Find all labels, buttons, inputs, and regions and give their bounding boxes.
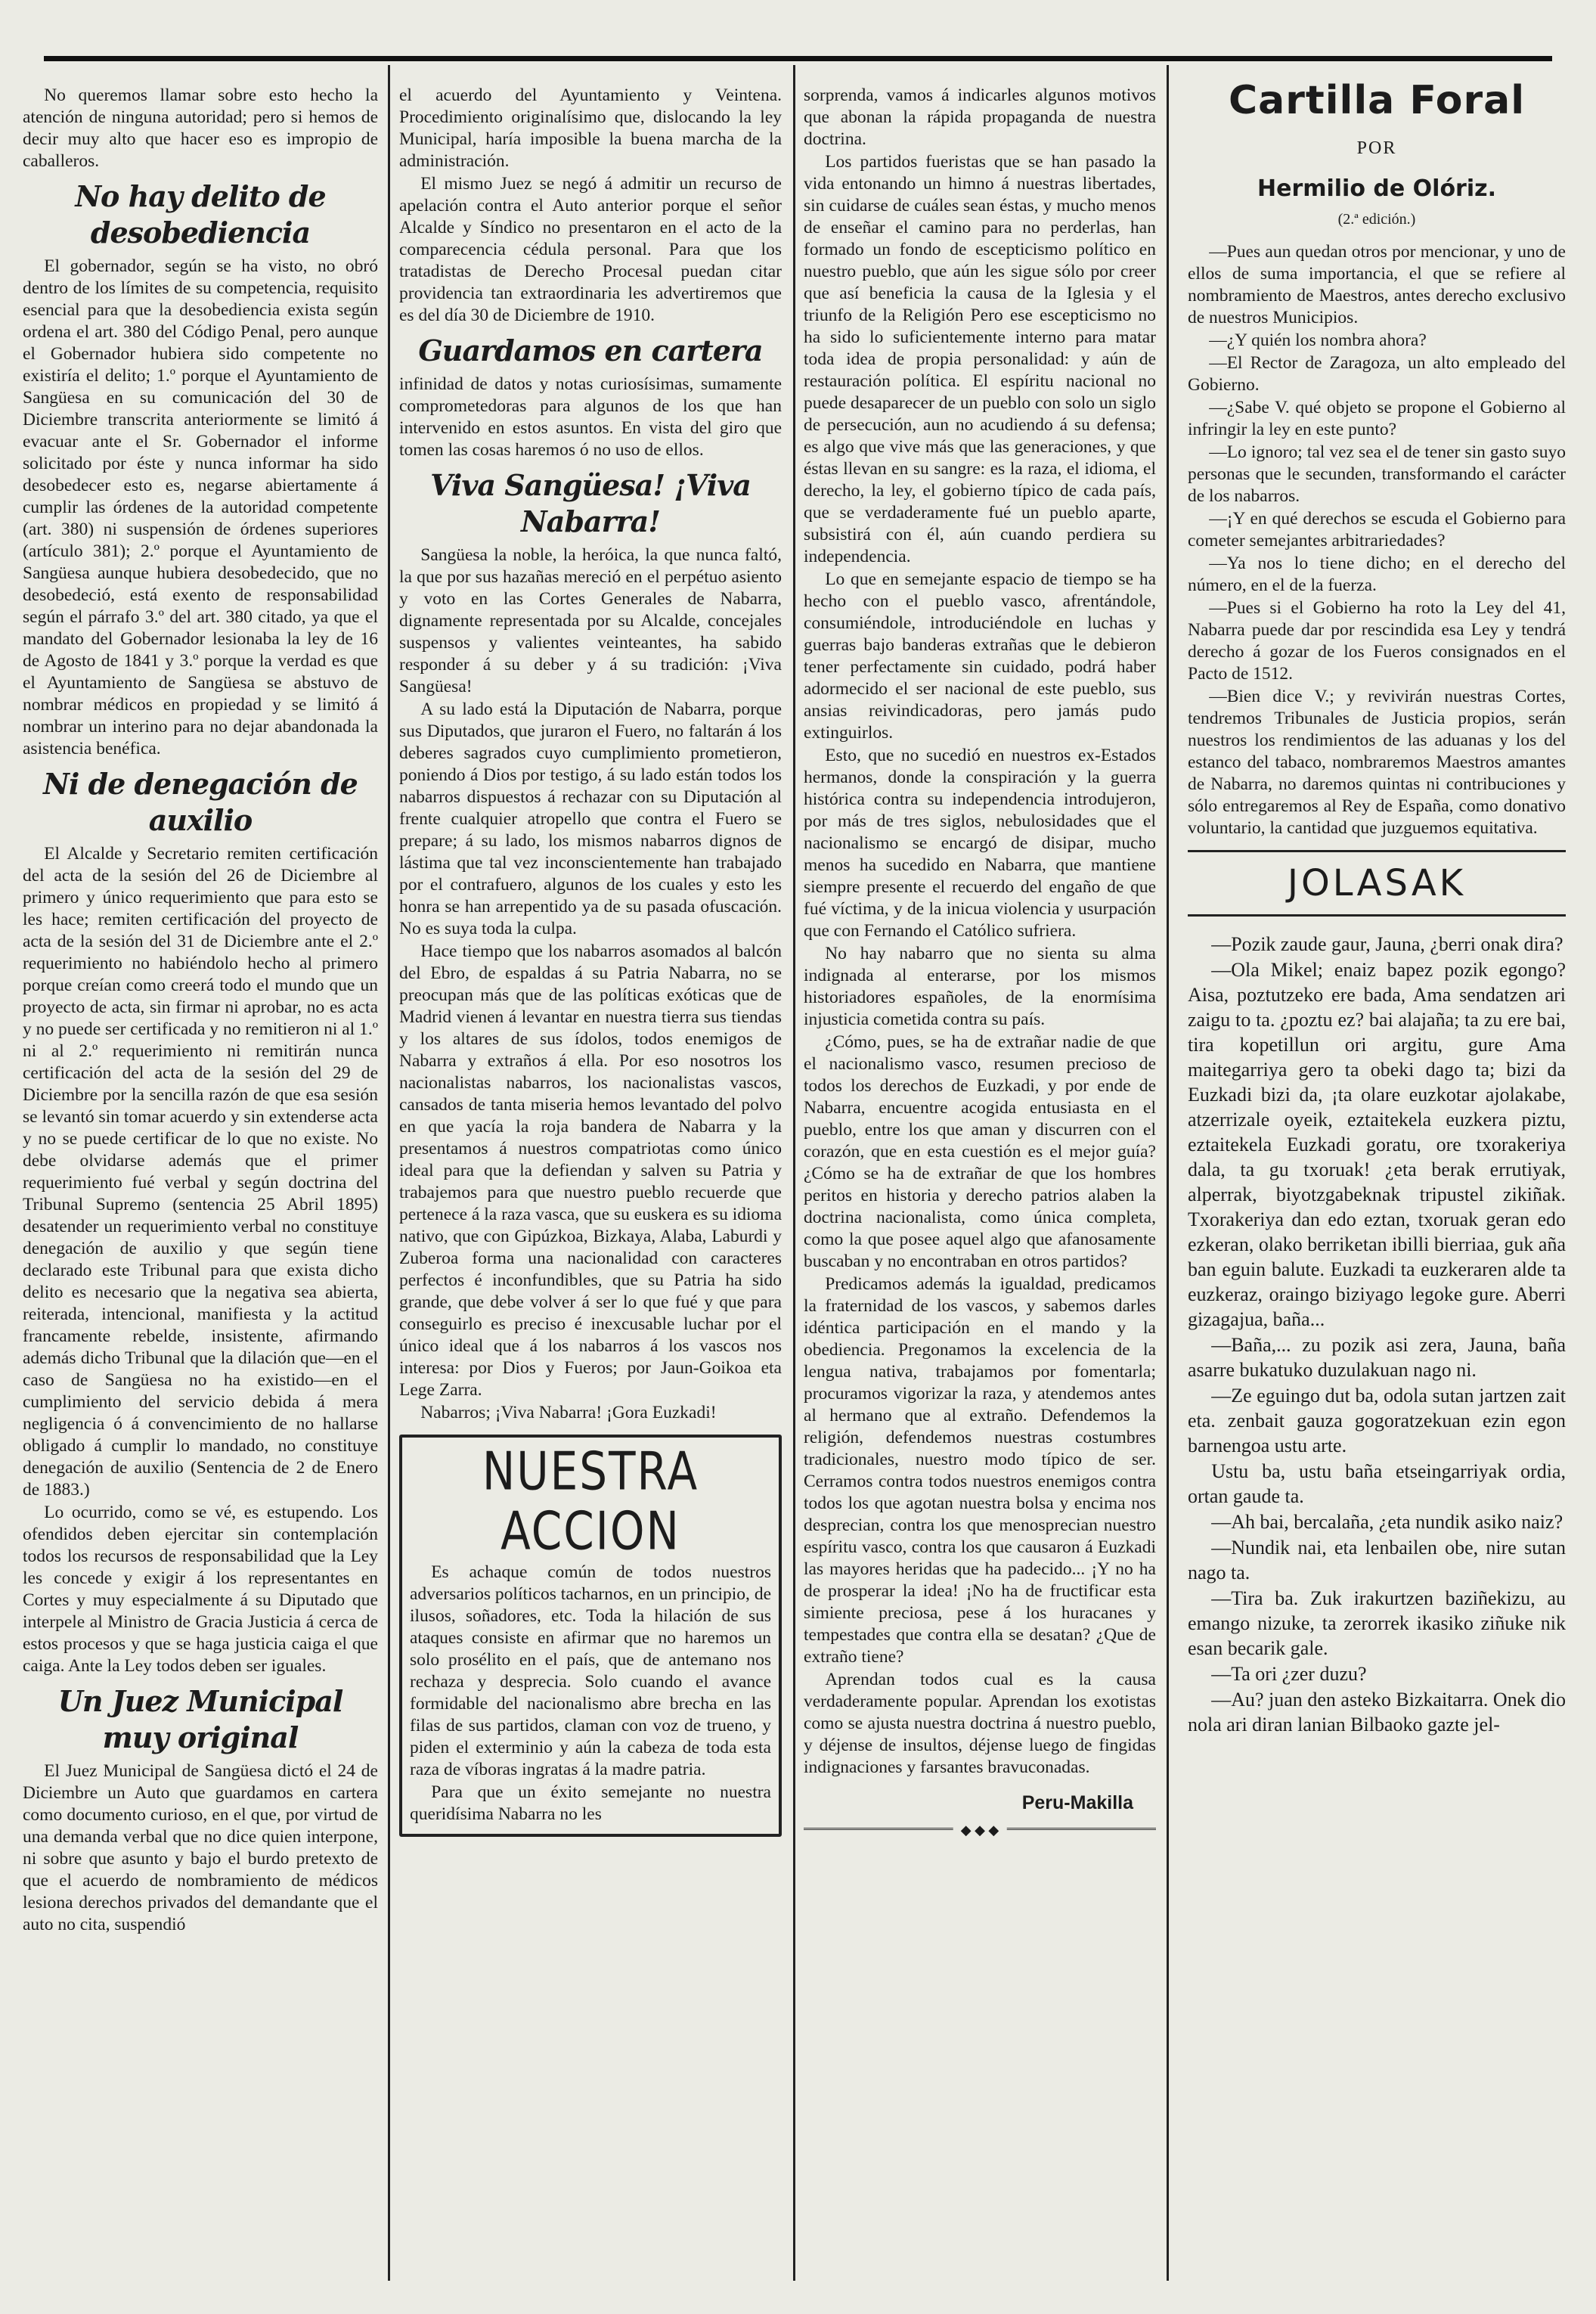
jolasak-line: —Ta ori ¿zer duzu? [1211,1663,1367,1685]
col1-paragraph: El Alcalde y Secretario remiten certificación del acta de la sesión del 26 de Diciembre al primero y único requerimiento que para esto se les hace; remiten certificación del proyecto de acta de la sesión del 31 de Diciembre ante el 2.º requerimiento no habiéndolo hecho al primero porque creían como creerá todo el mundo que un proyecto de acta, sin firmar ni aprobar, no es acta y no puede ser certificada y no remitieron ni al 1.º ni al 2.º requerimiento ni remitirán nunca certificación del acta de la sesión del 29 de Diciembre por la sencilla razón de que esa sesión se levantó sin tomar acuerdo y sin extenderse acta y no se puede certificar de lo que no existe. No debe olvidarse además que el primer requerimiento fué verbal y según doctrina del Tribunal Supremo (sentencia 25 Abril 1895) desatender un requerimiento verbal no constituye denegación de auxilio y que según tiene declarado este Tribunal para que exista dicho delito es necesario que la negativa sea abierta, reiterada, intencional, manifiesta y la actitud francamente rebelde, insistente, afirmando además dicho Tribunal que la dilación que—en el caso de Sangüesa no ha existido—en el cumplimiento del servicio debida á mera negligencia ó á convencimiento de no hallarse obligado á cumplir lo mandado, no constituye denegación de auxilio (Sentencia de 2 de Enero de 1883.) [23,844,378,1500]
jolasak-header [1188,850,1566,917]
col3-paragraph: Aprendan todos cual es la causa verdaderamente popular. Aprendan los exotistas como se ajusta nuestra doctrina á nuestro pueblo, y déjense de insultos, déjense luego de fingidas indignaciones y farsantes bravuconadas. [804,1670,1156,1777]
jolasak-title: JOLASAK [1287,862,1467,904]
col3-paragraph: No hay nabarro que no sienta su alma indignada al enterarse, por los mismos historiadores españoles, de la enormísima injusticia cometida contra su país. [804,944,1156,1029]
col2-paragraph: el acuerdo del Ayuntamiento y Veintena. Procedimiento originalísimo que, dislocando la ley Municipal, haría imposible la buena marcha de la administración. [399,85,782,171]
cartilla-author: Hermilio de Olóriz. [1257,175,1496,202]
column-rule-1 [388,65,390,2281]
col3-paragraph: Los partidos fueristas que se han pasado la vida entonando un himno á nuestras libertades, sin cuidarse de cuáles sean éstas, y mucho menos de enseñar el camino para no perderlas, han formado un fondo de escepticismo político en nuestro pueblo, que aún les sigue sólo por creer que así beneficia la causa de la Iglesia y el triunfo de la Religión Pero ese escepticismo no ha sido lo suficientemente interno para matar toda idea de propia personalidad: y aún de restauración política. El espíritu nacional no puede desaparecer de un pueblo con solo un siglo de persecución, aun no acudiendo á su defensa; es algo que vive más que las generaciones, y que éstas llevan en su sangre: es la raza, el idioma, el derecho, la ley, el gobierno típico de cada país, que se verdaderamente fué un pueblo aparte, subsistirá con él, aún cuando perdiera su independencia. [804,152,1156,566]
jolasak-line: —Ola Mikel; enaiz bapez pozik egongo? Aisa, poztutzeko ere bada, Ama sendatzen ari zaigu to ta. ¿poztu ez? bai alajaña; ta zu ere bai, tira kopetillun ori argitu, gure Ama maitegarriya gero ta obeki dago ta; bizi da Euzkadi bizi da, ¡ta olare euzkotar ajolakabe, atzerrizale oyeik, eztaitekela euzkera piztu, eztaitekela Euzkadi goratu, ore txorakeriya dala, ta gu txoruak! ¿eta berak errutiyak, alperrak, biyotzgabeknak tripustel zikiñak. Txorakeriya dan edo eztan, txoruak geran edo ezkeran, olako berriketan ibilli bierriaa, guk aña ban eguin balute. Euzkadi ta euzkeraren alde ta euzkeraz, oraingo biziyago legoke gure. Aberri gizagajua, baña... [1188,959,1566,1330]
col3-paragraph: Lo que en semejante espacio de tiempo se ha hecho con el pueblo vasco, afrentándole, consumiéndole, introduciéndole en luchas y guerras bajo banderas extrañas que le debieron tener perfectamente sin cuidado, podrá haber adormecido el ser nacional de este pueblo, sus ansias reivindicadoras, pero jamás pudo extinguirlos. [804,569,1156,743]
heading-no-hay-delito: No hay delito de desobediencia [75,179,326,250]
jolasak-line: —Baña,... zu pozik asi zera, Jauna, baña asarre bukatuko duzulakuan nago ni. [1188,1334,1566,1381]
col4-paragraph: —Lo ignoro; tal vez sea el de tener sin gasto suyo personas que le secunden, transformando el carácter de los nabarros. [1188,442,1566,506]
column-2 [399,85,782,2308]
cartilla-por: POR [1356,138,1397,158]
column-rule-3 [1167,65,1169,2281]
col1-paragraph: El gobernador, según se ha visto, no obró dentro de los límites de su competencia, requisito esencial para que la desobediencia exista según ordena el art. 380 del Código Penal, pero aunque el Gobernador hubiera sido competente no existiría el delito; 1.º porque el Ayuntamiento de Sangüesa en su comunicación del 30 de Diciembre transcrita anteriormente se limitó á evacuar ante el Sr. Gobernador el informe solicitado por éste y nunca informar ha sido desobedecer esto es, negarse abiertamente á cumplir las órdenes de la autoridad competente (art. 380) ni suspensión de órdenes superiores (artículo 381); 2.º porque el Ayuntamiento de Sangüesa aunque hubiera desobedecido, que no desobedeció, está exento de responsabilidad según el párrafo 3.º del art. 380 citado, ya que el mandato del Gobernador lesionaba la ley de 16 de Agosto de 1841 y 3.º porque la verdad es que el Ayuntamiento de Sangüesa se abstuvo de nombrar médicos en propiedad y se limitó á nombrar un interino para no dejar abandonada la asistencia benéfica. [23,256,378,758]
col2-paragraph: Nabarros; ¡Viva Nabarra! ¡Gora Euzkadi! [420,1403,717,1422]
col2-paragraph: infinidad de datos y notas curiosísimas, sumamente comprometedoras para algunos de los que han intervenido en estos asuntos. En vista del giro que tomen las cosas haremos ó no uso de ellos. [399,374,782,460]
col4-paragraph: —El Rector de Zaragoza, un alto empleado del Gobierno. [1188,353,1566,395]
col1-paragraph: El Juez Municipal de Sangüesa dictó el 24 de Diciembre un Auto que guardamos en cartera como documento curioso, en el que, por virtud de una demanda verbal que no dice quien interpone, ni sobre que asunto y bajo el burdo pretexto de que el acuerdo de nombramiento de médicos lesiona derechos privados del demandante que el auto no cita, suspendió [23,1761,378,1934]
col2-paragraph: Sangüesa la noble, la heróica, la que nunca faltó, la que por sus hazañas mereció en el perpétuo asiento y voto en las Cortes Generales de Nabarra, dignamente representada por su Alcalde, concejales suspensos y valientes veinteantes, ha sabido responder á su deber y á su tradición: ¡Viva Sangüesa! [399,545,782,696]
col2-paragraph: Hace tiempo que los nabarros asomados al balcón del Ebro, de espaldas á su Patria Nabarra, no se preocupan más que de las políticas exóticas que de Madrid vienen á levantar en nuestra tierra sus tiendas y los altares de sus ídolos, todos enemigos de Nabarra y extraños á ella. Por eso nosotros los nacionalistas nabarros, los nacionalistas vascos, cansados de tanta miseria hemos levantado del polvo en que yacía la roja bandera de Nabarra y la presentamos á nuestros compatriotas como único ideal para que la defiendan y salven su Patria y trabajemos para que nuestro pueblo recuerde que pertenece á la raza vasca, que su euskera es su idioma nativo, que con Gipúzkoa, Bizkaya, Alaba, Laburdi y Zuberoa forma una nacionalidad con caracteres perfectos é inconfundibles, que su Patria ha sido grande, que debe volver á ser lo que fué y que para conseguirlo es preciso é inexcusable luchar por el único ideal que á los nabarros á los vascos nos interesa: por Dios y Fueros; por Jaun-Goikoa eta Lege Zarra. [399,941,782,1400]
signature-peru-makilla: Peru-Makilla [1021,1792,1133,1813]
col4-paragraph: —Ya nos lo tiene dicho; en el derecho del número, en el de la fuerza. [1188,554,1566,595]
col4-paragraph: —¿Sabe V. qué objeto se propone el Gobierno al infringir la ley en este punto? [1188,398,1566,439]
nuestra-accion-title: NUESTRA ACCION [482,1440,699,1562]
column-rule-2 [793,65,795,2281]
col1-intro: No queremos llamar sobre esto hecho la atención de ninguna autoridad; pero si hemos de decir muy alto que hacer eso es impropio de caballeros. [23,85,378,171]
jolasak-line: —Tira ba. Zuk irakurtzen baziñekizu, au emango nizuke, ta zerorrek ikasiko ziñuke nik esan becarik gale. [1188,1587,1566,1659]
col1-paragraph: Lo ocurrido, como se vé, es estupendo. Los ofendidos deben ejercitar sin contemplación todos los recursos de responsabilidad que la Ley les concede y exigir á los representantes en Cortes y muy especialmente á su Diputado que interpele al Ministro de Gracia Justicia á cerca de estos procesos y que se haga justicia caiga el que caiga. Ante la Ley todos deben ser iguales. [23,1503,378,1676]
top-rule [44,56,1552,61]
jolasak-body [1188,932,1566,1737]
heading-guardamos-cartera: Guardamos en cartera [418,333,763,368]
col4-paragraph: —¿Y quién los nombra ahora? [1209,330,1427,350]
box-paragraph: Es achaque común de todos nuestros adversarios políticos tacharnos, en un principio, de ilusos, soñadores, etc. Toda la hilación de sus ataques consiste en afirmar que no haremos un solo prosélito en el país, que de antemano nos rechaza y desprecia. Solo cuando el avance formidable del nacionalismo abre brecha en las filas de sus partidos, claman con voz de trueno, y piden el exterminio y aún la cabeza de toda esta raza de víboras ingratas á la madre patria. [410,1562,771,1779]
cartilla-edition: (2.ª edición.) [1337,211,1416,228]
col4-paragraph: —¡Y en qué derechos se escuda el Gobierno para cometer semejantes arbitrariedades? [1188,509,1566,551]
jolasak-line: —Pozik zaude gaur, Jauna, ¿berri onak dira? [1211,933,1563,955]
col3-paragraph: sorprenda, vamos á indicarles algunos motivos que abonan la rápida propaganda de nuestra doctrina. [804,85,1156,149]
column-1 [23,85,378,2308]
cartilla-foral-title: Cartilla Foral [1228,78,1526,123]
heading-denegacion-auxilio: Ni de denegación de auxilio [43,767,358,837]
col3-paragraph: Esto, que no sucedió en nuestros ex-Estados hermanos, donde la conspiración y la guerra histórica contra su independencia introdujeron, por más de tres siglos, nebulosidades que el nacionalismo se encargó de disipar, mucho menos ha sucedido en Nabarra, que mantiene siempre presente el recuerdo del engaño de que fué víctima, y de la inicua violencia y usurpación que con Fernando el Católico sufriera. [804,746,1156,941]
jolasak-line: —Au? juan den asteko Bizkaitarra. Onek dio nola ari diran lanian Bilbaoko gazte jel- [1188,1689,1566,1736]
col3-paragraph: Predicamos además la igualdad, predicamos la fraternidad de los vascos, y sabemos darles idéntica participación en el mando y la obediencia. Pregonamos la excelencia de la lengua nativa, trabajamos por fomentarla; procuramos vigorizar la raza, y atendemos antes al hermano que al extraño. Defendemos la religión, defendemos nuestras costumbres tradicionales, nuestro modo típico de ser. Cerramos contra todos nuestros enemigos contra todos los que agotan nuestra bolsa y encima nos desprecian, contra los que menosprecian nuestro espíritu vasco, contra los que causaron á Euzkadi las mayores heridas que ha padecido... ¡Y no ha de prosperar la idea! ¡No ha de fructificar esta simiente preciosa, pese á los huracanes y tempestades que contra ella se desatan? ¿Que de extraño tiene? [804,1274,1156,1667]
jolasak-line: —Ze eguingo dut ba, odola sutan jartzen zait eta. zenbait gauza gogoratzekuan ezin egon barnengoa ustu arte. [1188,1385,1566,1456]
jolasak-line: —Ah bai, bercalaña, ¿eta nundik asiko naiz? [1211,1511,1563,1533]
heading-viva-sanguesa: Viva Sangüesa! ¡Viva Nabarra! [430,468,751,538]
nuestra-accion-box [399,1435,782,1837]
column-3 [804,85,1156,2308]
col4-paragraph: —Bien dice V.; y revivirán nuestras Cortes, tendremos Tribunales de Justicia propios, serán nuestros los rendimientos de las aduanas y los del estanco del tabaco, nombraremos Maestros amantes de Nabarra, no daremos quintas ni contribuciones y sólo entregaremos al Rey de España, como donativo voluntario, la cantidad que juzguemos equitativa. [1188,687,1566,838]
heading-juez-municipal: Un Juez Municipal muy original [57,1684,343,1754]
ornament-divider [804,1828,1156,1844]
col2-paragraph: A su lado está la Diputación de Nabarra, porque sus Diputados, que juraron el Fuero, no faltarán á los deberes sagrados cuyo cumplimiento prometieron, poniendo á Dios por testigo, á su lado están todos los nabarros dispuestos á rechazar con su Diputación al frente cualquier atropello que contra el Fuero se prepare; á su lado, los mismos nabarros dignos de lástima que tal vez inconscientemente han trabajado por el contrafuero, algunos de los cuales y esto les honra se han arrepentido ya de su pasada ofuscación. No es suya toda la culpa. [399,699,782,938]
jolasak-line: Ustu ba, ustu baña etseingarriyak ordia, ortan gaude ta. [1188,1460,1566,1507]
column-4 [1188,76,1566,2299]
jolasak-line: —Nundik nai, eta lenbailen obe, nire sutan nago ta. [1188,1537,1566,1584]
col3-paragraph: ¿Cómo, pues, se ha de extrañar nadie de que el nacionalismo vasco, resumen precioso de todos los derechos de Euzkadi, y por ende de Nabarra, encuentre acogida entusiasta en el pueblo, entre los que aman y discurren con el corazón, que en esta cuestión es el mejor guía? ¿Cómo se ha de extrañar de que los hombres peritos en historia y derecho patrios alaben la doctrina nacionalista, como única completa, como la que posee aquel algo que afanosamente buscaban y no encontraban en otros partidos? [804,1032,1156,1271]
col4-paragraph: —Pues si el Gobierno ha roto la Ley del 41, Nabarra puede dar por rescindida esa Ley y tendrá derecho á gozar de los Fueros consignados en el Pacto de 1512. [1188,598,1566,684]
box-paragraph: Para que un éxito semejante no nuestra queridísima Nabarra no les [410,1782,771,1824]
col2-paragraph: El mismo Juez se negó á admitir un recurso de apelación contra el Auto anterior porque el señor Alcalde y Síndico no presentaron en el acto de la comparecencia cédula personal. Para que los tratadistas de Derecho Procesal puedan citar providencia tan extraordinaria les advertiremos que es del día 30 de Diciembre de 1910. [399,174,782,325]
col4-paragraph: —Pues aun quedan otros por mencionar, y uno de ellos de suma importancia, el que se refiere al nombramiento de Maestros, antes derecho exclusivo de nuestros Municipios. [1188,242,1566,327]
